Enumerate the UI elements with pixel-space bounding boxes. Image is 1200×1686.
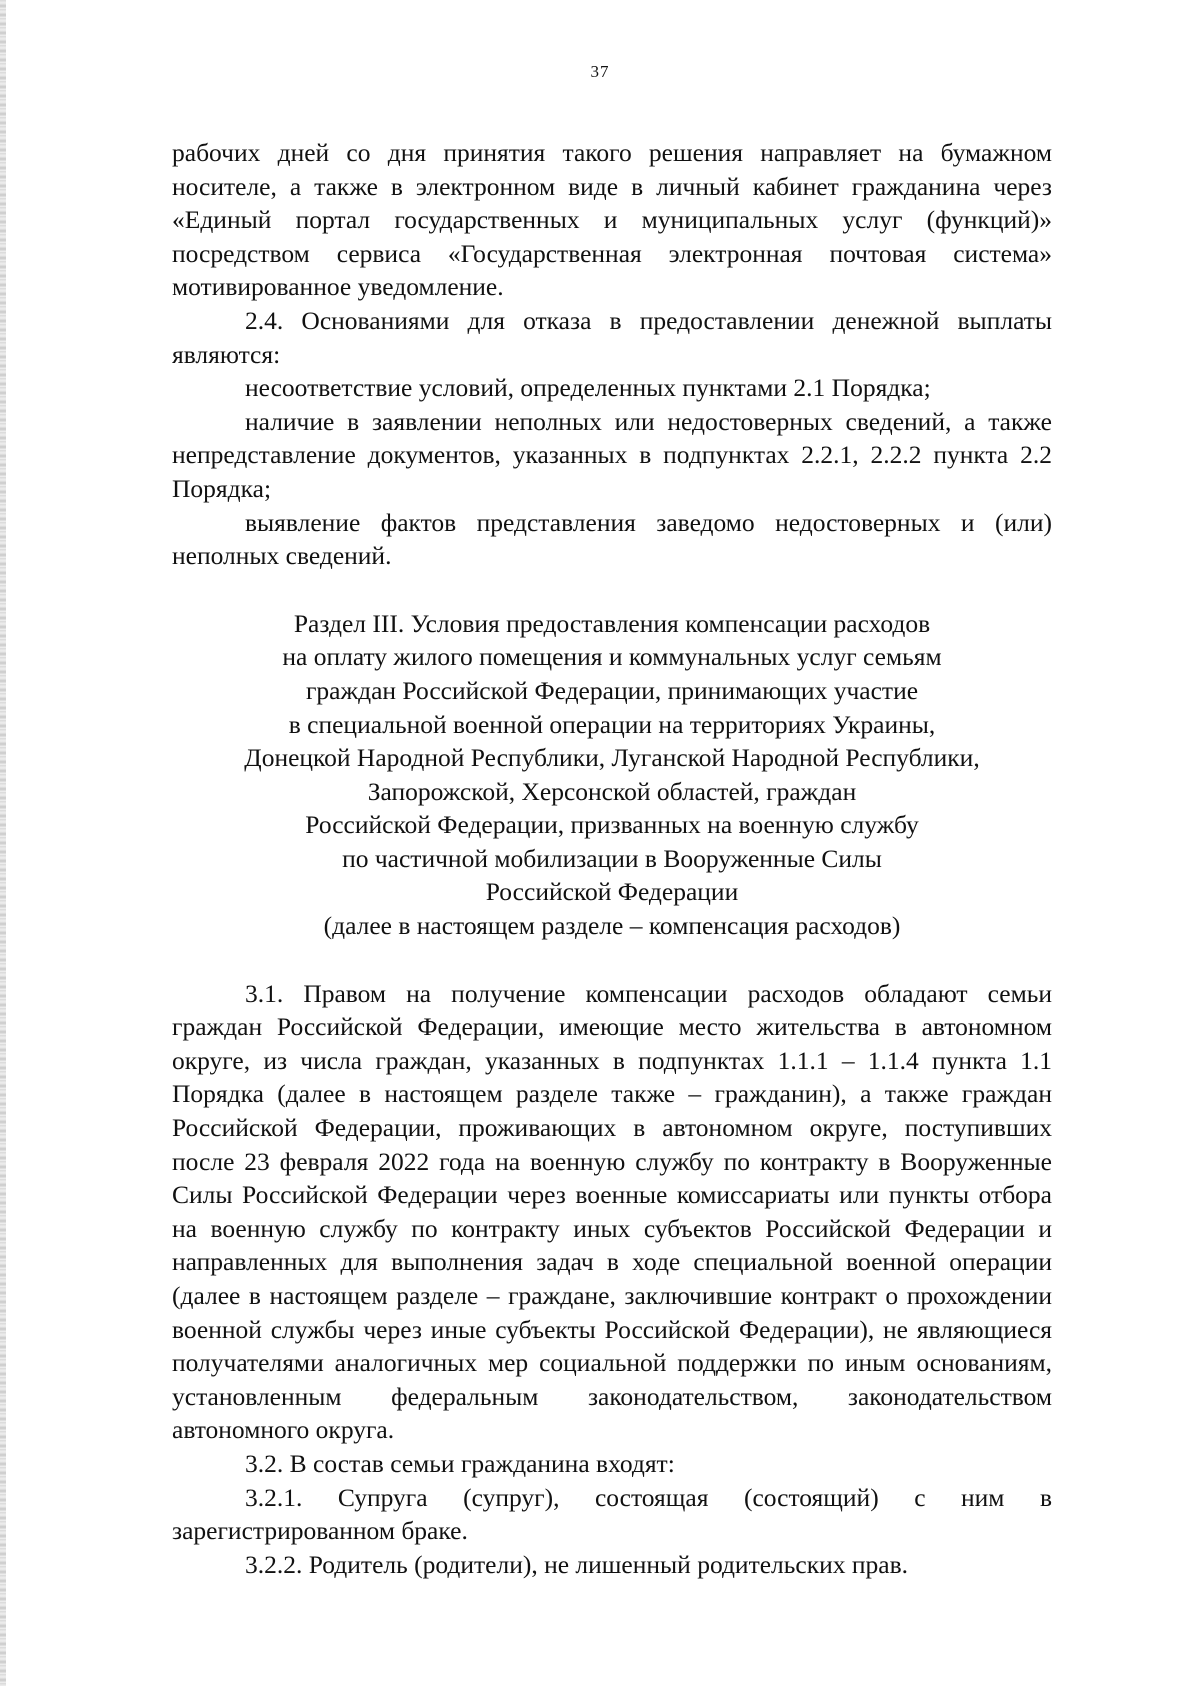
section-heading-line: Донецкой Народной Республики, Луганской Народной Республики, <box>244 743 980 773</box>
section-heading-line: Запорожской, Херсонской областей, граждан <box>367 776 857 806</box>
paragraph-refusal-ground-1: несоответствие условий, определенных пунктами 2.1 Порядка; <box>245 373 931 403</box>
scan-edge <box>0 0 6 1686</box>
section-heading-line: по частичной мобилизации в Вооруженные Силы <box>342 843 882 873</box>
paragraph-3-2-2: 3.2.2. Родитель (родители), не лишенный родительских прав. <box>245 1549 908 1579</box>
section-heading-line: (далее в настоящем разделе – компенсация расходов) <box>323 911 901 941</box>
section-heading-line: граждан Российской Федерации, принимающих участие <box>305 675 919 705</box>
section-heading-line: Российской Федерации, призванных на военную службу <box>305 810 919 840</box>
section-heading-line: на оплату жилого помещения и коммунальных услуг семьям <box>282 642 942 672</box>
paragraph-3-2: 3.2. В состав семьи гражданина входят: <box>245 1448 675 1478</box>
paragraph-3-2-1: 3.2.1. Супруга (супруг), состоящая (состоящий) с ним в зарегистрированном браке. <box>172 1482 1052 1546</box>
paragraph-refusal-ground-2: наличие в заявлении неполных или недостоверных сведений, а также непредставление документов, указанных в подпунктах 2.2.1, 2.2.2 пункта 2.2 Порядка; <box>172 406 1052 503</box>
document-body <box>172 136 1052 1581</box>
section-heading-line: в специальной военной операции на территориях Украины, <box>288 709 936 739</box>
section-heading-line: Раздел III. Условия предоставления компенсации расходов <box>293 608 931 638</box>
paragraph-refusal-ground-3: выявление фактов представления заведомо недостоверных и (или) неполных сведений. <box>172 507 1052 571</box>
paragraph-continuation: рабочих дней со дня принятия такого решения направляет на бумажном носителе, а также в электронном виде в личный кабинет гражданина через «Единый портал государственных и муниципальных услуг (функций)» посредством сервиса «Государственная электронная почтовая система» мотивированное уведомление. <box>172 138 1052 302</box>
section-heading <box>172 607 1052 943</box>
section-heading-line: Российской Федерации <box>485 877 739 907</box>
paragraph-3-1: 3.1. Правом на получение компенсации расходов обладают семьи граждан Российской Федерации, имеющие место жительства в автономном округе, из числа граждан, указанных в подпунктах 1.1.1 – 1.1.4 пункта 1.1 Порядка (далее в настоящем разделе также – гражданин), а также граждан Российской Федерации, проживающих в автономном округе, поступивших после 23 февраля 2022 года на военную службу по контракту в Вооруженные Силы Российской Федерации через военные комиссариаты или пункты отбора на военную службу по контракту иных субъектов Российской Федерации и направленных для выполнения задач в ходе специальной военной операции (далее в настоящем разделе – граждане, заключившие контракт о прохождении военной службы через иные субъекты Российской Федерации), не являющиеся получателями аналогичных мер социальной поддержки по иным основаниям, установленным федеральным законодательством, законодательством автономного округа. <box>172 978 1052 1445</box>
paragraph-2-4: 2.4. Основаниями для отказа в предоставлении денежной выплаты являются: <box>172 305 1052 369</box>
page-number: 37 <box>590 62 610 81</box>
